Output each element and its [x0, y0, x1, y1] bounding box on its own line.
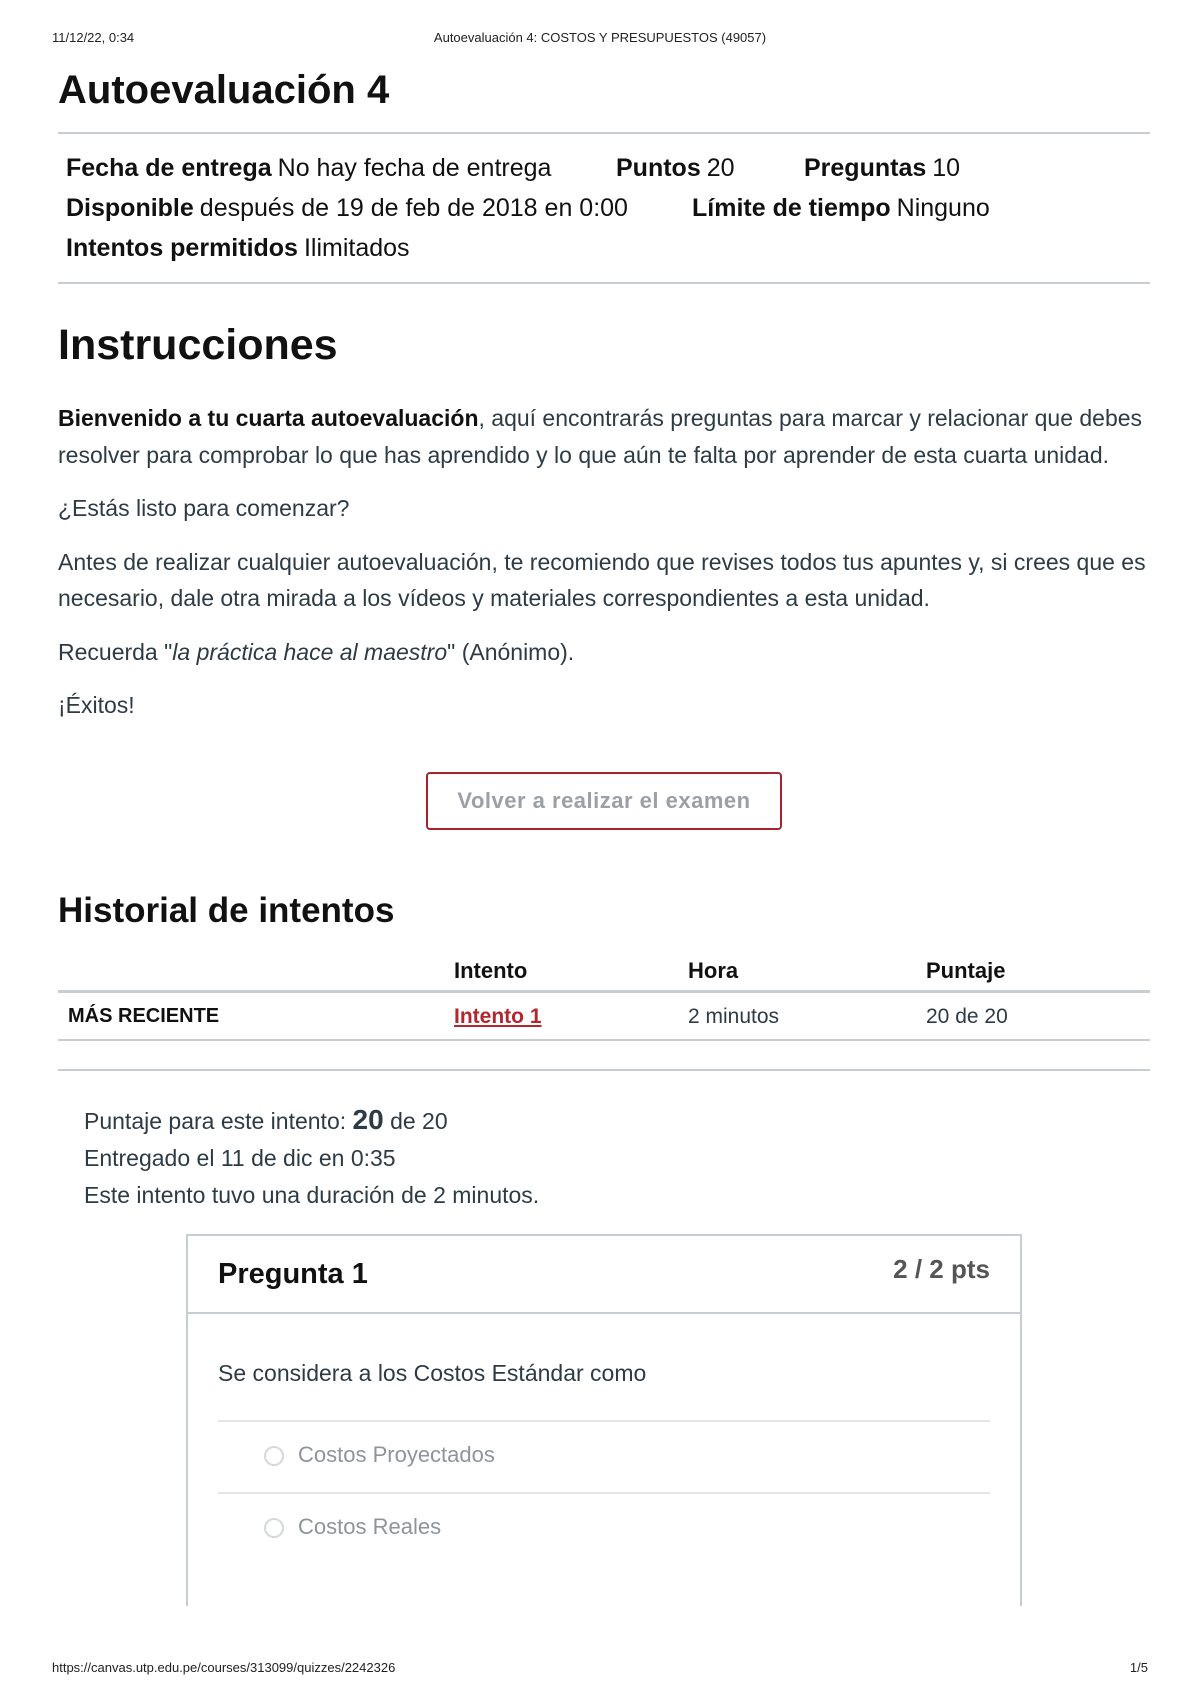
question-card — [186, 1234, 1022, 1606]
print-footer — [52, 1660, 1148, 1680]
answer-text: Costos Proyectados — [298, 1441, 495, 1467]
attempt-score-label: Puntaje para este intento: — [84, 1107, 347, 1134]
time-limit — [692, 188, 990, 228]
instructions-paragraph-5: ¡Éxitos! — [58, 692, 135, 718]
print-url: https://canvas.utp.edu.pe/courses/313099/quizzes/2242326 — [52, 1660, 396, 1675]
attempt-summary — [58, 1101, 1150, 1214]
print-header — [52, 30, 1148, 50]
page-title: Autoevaluación 4 — [58, 68, 390, 112]
score-cell: 20 de 20 — [916, 991, 1150, 1040]
available-label: Disponible — [66, 194, 194, 222]
quote-italic: la práctica hace al maestro — [172, 638, 448, 665]
print-page-number: 1/5 — [1129, 1660, 1148, 1675]
attempts-label: Intentos permitidos — [66, 234, 298, 262]
time-cell: 2 minutos — [678, 991, 916, 1040]
welcome-rest: , aquí encontrarás preguntas para marcar y relacionar que debes resolver para comprobar lo que has aprendido y lo que aún te falta por aprender de esta cuarta unidad. — [58, 405, 1143, 468]
answer-text: Costos Reales — [298, 1513, 442, 1539]
available-value: después de 19 de feb de 2018 en 0:00 — [199, 194, 628, 222]
question-title: Pregunta 1 — [218, 1257, 368, 1290]
due-date-label: Fecha de entrega — [66, 154, 272, 182]
points-value: 20 — [706, 154, 735, 182]
table-row — [58, 991, 1150, 1040]
questions-label: Preguntas — [804, 154, 927, 182]
questions-count — [804, 148, 960, 188]
due-date-value: No hay fecha de entrega — [277, 154, 552, 182]
instructions-body — [58, 400, 1150, 724]
instructions-paragraph-1 — [58, 400, 1150, 473]
question-text: Se considera a los Costos Estándar como — [218, 1359, 647, 1386]
print-document-title: Autoevaluación 4: COSTOS Y PRESUPUESTOS (49057) — [433, 30, 767, 45]
answer-radio-icon — [264, 1518, 284, 1538]
points-label: Puntos — [616, 154, 701, 182]
instructions-title: Instrucciones — [58, 321, 338, 369]
main-content — [58, 60, 1150, 1606]
section-divider — [58, 1069, 1150, 1071]
points — [616, 148, 804, 188]
history-header-time: Hora — [678, 950, 916, 992]
question-body — [188, 1314, 1020, 1564]
quiz-details-row-3 — [66, 228, 1142, 268]
history-header-attempt: Intento — [444, 950, 678, 992]
available — [66, 188, 692, 228]
retake-quiz-button[interactable]: Volver a realizar el examen — [426, 772, 782, 830]
quiz-details-row-1 — [66, 148, 1142, 188]
attempt-history-table — [58, 950, 1150, 1041]
time-limit-label: Límite de tiempo — [692, 194, 891, 222]
history-header-label — [58, 950, 444, 992]
attempt-score-value: 20 — [352, 1103, 384, 1135]
attempt-history-title: Historial de intentos — [58, 890, 395, 930]
history-header-row — [58, 950, 1150, 992]
attempt-score-total: de 20 — [390, 1107, 448, 1134]
instructions-paragraph-4 — [58, 634, 1150, 671]
answer-option — [218, 1492, 990, 1564]
quiz-details — [58, 132, 1150, 284]
row-label: MÁS RECIENTE — [58, 991, 444, 1040]
quiz-details-row-2 — [66, 188, 1142, 228]
instructions-paragraph-2: ¿Estás listo para comenzar? — [58, 495, 350, 521]
answer-list — [218, 1420, 990, 1564]
print-date: 11/12/22, 0:34 — [52, 30, 135, 45]
attempts-value: Ilimitados — [303, 234, 410, 262]
quote-pre: Recuerda " — [58, 638, 173, 665]
question-points: 2 / 2 pts — [893, 1253, 990, 1284]
history-header-score: Puntaje — [916, 950, 1150, 992]
attempt-cell — [444, 991, 678, 1040]
attempt-score — [84, 1101, 1150, 1140]
question-header — [188, 1236, 1020, 1314]
attempt-submitted: Entregado el 11 de dic en 0:35 — [84, 1144, 396, 1171]
questions-value: 10 — [932, 154, 961, 182]
attempt-duration: Este intento tuvo una duración de 2 minutos. — [84, 1181, 540, 1208]
answer-radio-icon — [264, 1446, 284, 1466]
welcome-bold: Bienvenido a tu cuarta autoevaluación — [58, 405, 479, 431]
answer-option — [218, 1420, 990, 1492]
attempt-link[interactable]: Intento 1 — [454, 1004, 542, 1028]
attempts-allowed — [66, 228, 410, 268]
due-date — [66, 148, 616, 188]
quote-post: " (Anónimo). — [447, 638, 575, 665]
time-limit-value: Ninguno — [896, 194, 990, 222]
retake-wrapper — [58, 772, 1150, 830]
instructions-paragraph-3: Antes de realizar cualquier autoevaluación, te recomiendo que revises todos tus apuntes y, si crees que es necesario, dale otra mirada a los vídeos y materiales correspondientes a esta unidad. — [58, 548, 1146, 611]
